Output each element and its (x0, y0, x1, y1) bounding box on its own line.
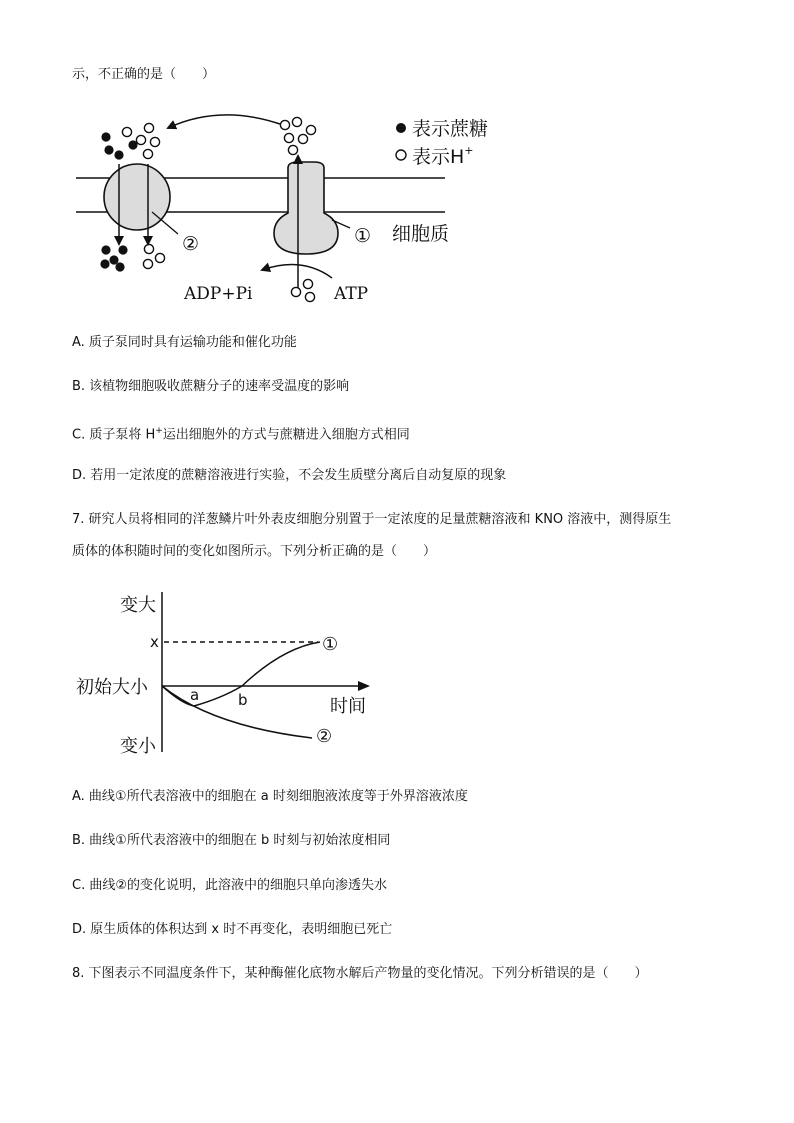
proton-pump (274, 162, 338, 254)
q7-option-c: C. 曲线②的变化说明，此溶液中的细胞只单向渗透失水 (72, 878, 387, 893)
legend-proton-text: 表示H+ (412, 144, 474, 168)
q7-stem-line2: 质体的体积随时间的变化如图所示。下列分析正确的是（ ） (72, 544, 437, 559)
q8-stem: 8. 下图表示不同温度条件下，某种酶催化底物水解后产物量的变化情况。下列分析错误的是（ ） (72, 966, 648, 981)
proton-return-arrow (168, 115, 280, 128)
outside-cluster-right (280, 117, 315, 154)
y-label-mid: 初始大小 (76, 677, 148, 698)
outside-cluster-left (101, 123, 159, 159)
curve-1-label: ① (322, 634, 339, 655)
curve-2 (162, 686, 312, 738)
atp-label: ATP (334, 284, 369, 304)
inside-cluster-right (291, 279, 314, 301)
q6-option-c: C. 质子泵将 H+运出细胞外的方式与蔗糖进入细胞方式相同 (72, 426, 410, 443)
cytoplasm-label: 细胞质 (392, 223, 450, 245)
label-2: ② (182, 233, 200, 255)
membrane-transport-diagram (70, 108, 520, 308)
legend-sucrose-icon (396, 123, 406, 133)
q6-option-d: D. 若用一定浓度的蔗糖溶液进行实验，不会发生质壁分离后自动复原的现象 (72, 468, 507, 483)
legend-proton-icon (396, 150, 406, 160)
q7-option-a: A. 曲线①所代表溶液中的细胞在 a 时刻细胞液浓度等于外界溶液浓度 (72, 789, 468, 804)
cotransporter-protein (104, 164, 170, 230)
legend-sucrose-text: 表示蔗糖 (412, 118, 489, 140)
inside-cluster-left (100, 244, 164, 271)
mark-a: a (190, 686, 200, 704)
q7-stem-line1: 7. 研究人员将相同的洋葱鳞片叶外表皮细胞分别置于一定浓度的足量蔗糖溶液和 KNO 溶液中，测得原生 (72, 512, 672, 527)
y-label-bottom: 变小 (120, 736, 156, 757)
adp-label: ADP+Pi (184, 284, 253, 304)
q6-option-b: B. 该植物细胞吸收蔗糖分子的速率受温度的影响 (72, 379, 350, 394)
label-1: ① (354, 225, 372, 247)
curve-2-label: ② (316, 726, 333, 747)
q6-option-a: A. 质子泵同时具有运输功能和催化功能 (72, 335, 297, 350)
x-axis-label: 时间 (330, 696, 366, 717)
mark-b: b (238, 691, 248, 709)
y-label-top: 变大 (120, 595, 156, 616)
q6-stem-tail: 示，不正确的是（ ） (72, 67, 216, 82)
q7-option-b: B. 曲线①所代表溶液中的细胞在 b 时刻与初始浓度相同 (72, 833, 391, 848)
q7-option-d: D. 原生质体的体积达到 x 时不再变化，表明细胞已死亡 (72, 922, 393, 937)
protoplast-volume-graph (72, 586, 392, 758)
atp-hydrolysis-arrow (262, 265, 332, 278)
mark-x: x (150, 633, 159, 651)
